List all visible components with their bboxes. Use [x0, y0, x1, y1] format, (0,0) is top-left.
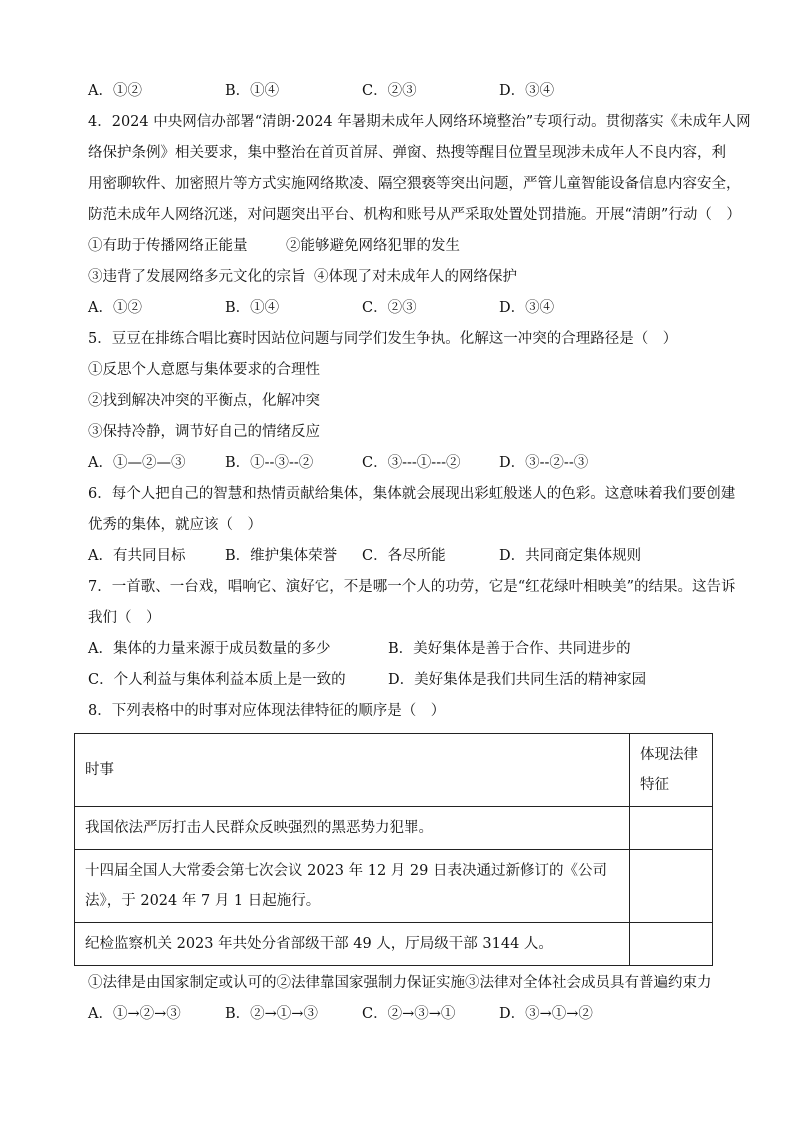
table-cell-event: 我国依法严厉打击人民群众反映强烈的黑恶势力犯罪。: [75, 807, 630, 850]
q5-option-c[interactable]: C．③---①---②: [362, 455, 461, 471]
q4-item-4: ④体现了对未成年人的网络保护: [314, 269, 517, 285]
table-row: [75, 850, 713, 923]
q5-item-2: ②找到解决冲突的平衡点，化解冲突: [88, 393, 320, 409]
table-header-events: 时事: [75, 734, 630, 807]
q5-option-b[interactable]: B．①--③--②: [225, 455, 314, 471]
q3-option-b[interactable]: B．①④: [225, 83, 280, 99]
q7-stem-line: 我们（ ）: [88, 610, 161, 626]
q6-option-c[interactable]: C．各尽所能: [362, 548, 446, 564]
q3-option-a[interactable]: A．①②: [88, 83, 142, 99]
q6-option-a[interactable]: A．有共同目标: [88, 548, 186, 564]
q7-option-a[interactable]: A．集体的力量来源于成员数量的多少: [88, 641, 331, 657]
q4-stem-line: 防范未成年人网络沉迷，对问题突出平台、机构和账号从严采取处置处罚措施。开展“清朗”行动（ ）: [88, 207, 741, 223]
exam-page: [85, 78, 751, 1032]
q4-option-d[interactable]: D．③④: [499, 300, 555, 316]
q4-item-2: ②能够避免网络犯罪的发生: [286, 238, 460, 254]
question-6: [88, 481, 736, 574]
q4-option-b[interactable]: B．①④: [225, 300, 280, 316]
q4-stem-line: 用密聊软件、加密照片等方式实施网络欺凌、隔空猥亵等突出问题，严管儿童智能设备信息内容安全，: [88, 176, 741, 192]
q8-stem: 8．下列表格中的时事对应体现法律特征的顺序是（ ）: [88, 703, 446, 719]
q8-options: [88, 1001, 718, 1032]
q5-option-d[interactable]: D．③--②--③: [499, 455, 589, 471]
q6-stem-line: 6．每个人把自己的智慧和热情贡献给集体，集体就会展现出彩虹般迷人的色彩。这意味着我们要创建: [88, 486, 736, 502]
question-8: [85, 698, 718, 1032]
table-row: [75, 807, 713, 850]
q7-option-c[interactable]: C．个人利益与集体利益本质上是一致的: [88, 672, 346, 688]
q4-option-a[interactable]: A．①②: [88, 300, 142, 316]
q4-item-3: ③违背了发展网络多元文化的宗旨: [88, 269, 306, 285]
q8-option-a[interactable]: A．①→②→③: [88, 1006, 181, 1022]
q8-table: [74, 733, 713, 966]
q5-item-1: ①反思个人意愿与集体要求的合理性: [88, 362, 320, 378]
q6-option-b[interactable]: B．维护集体荣誉: [225, 548, 338, 564]
table-cell-event: 纪检监察机关 2023 年共处分省部级干部 49 人，厅局级干部 3144 人。: [75, 923, 630, 966]
q5-options: [88, 450, 718, 481]
q3-options: [88, 78, 718, 109]
q3-option-c[interactable]: C．②③: [362, 83, 417, 99]
question-4: [88, 109, 751, 326]
q4-stem-line: 络保护条例》相关要求，集中整治在首页首屏、弹窗、热搜等醒目位置呈现涉未成年人不良内容，利: [88, 145, 726, 161]
table-row: [75, 923, 713, 966]
q6-option-d[interactable]: D．共同商定集体规则: [499, 548, 642, 564]
q7-stem-line: 7．一首歌、一台戏，唱响它、演好它，不是哪一个人的功劳，它是“红花绿叶相映美”的结果。这告诉: [88, 579, 736, 595]
q7-option-d[interactable]: D．美好集体是我们共同生活的精神家园: [388, 672, 647, 688]
q8-option-b[interactable]: B．②→①→③: [225, 1006, 318, 1022]
question-7: [88, 574, 736, 698]
table-cell-feature[interactable]: [630, 850, 713, 923]
q6-options: [88, 543, 718, 574]
q8-option-d[interactable]: D．③→①→②: [499, 1006, 593, 1022]
table-cell-event: 十四届全国人大常委会第七次会议 2023 年 12 月 29 日表决通过新修订的《公司法》，于 2024 年 7 月 1 日起施行。: [75, 850, 630, 923]
q4-stem-line: 4．2024 中央网信办部署“清朗·2024 年暑期未成年人网络环境整治”专项行动。贯彻落实《未成年人网: [88, 114, 751, 130]
q4-option-c[interactable]: C．②③: [362, 300, 417, 316]
table-header-feature: 体现法律特征: [630, 734, 713, 807]
q8-features: ①法律是由国家制定或认可的②法律靠国家强制力保证实施③法律对全体社会成员具有普遍约束力: [88, 975, 712, 991]
q5-option-a[interactable]: A．①—②—③: [88, 455, 186, 471]
question-5: [88, 326, 718, 481]
q4-item-1: ①有助于传播网络正能量: [88, 238, 248, 254]
q5-item-3: ③保持冷静，调节好自己的情绪反应: [88, 424, 320, 440]
q7-option-b[interactable]: B．美好集体是善于合作、共同进步的: [388, 641, 631, 657]
q3-option-d[interactable]: D．③④: [499, 83, 555, 99]
table-header-row: [75, 734, 713, 807]
q6-stem-line: 优秀的集体，就应该（ ）: [88, 517, 262, 533]
q4-options: [88, 295, 718, 326]
table-cell-feature[interactable]: [630, 807, 713, 850]
q8-option-c[interactable]: C．②→③→①: [362, 1006, 456, 1022]
table-cell-feature[interactable]: [630, 923, 713, 966]
q5-stem: 5．豆豆在排练合唱比赛时因站位问题与同学们发生争执。化解这一冲突的合理路径是（ ）: [88, 331, 678, 347]
